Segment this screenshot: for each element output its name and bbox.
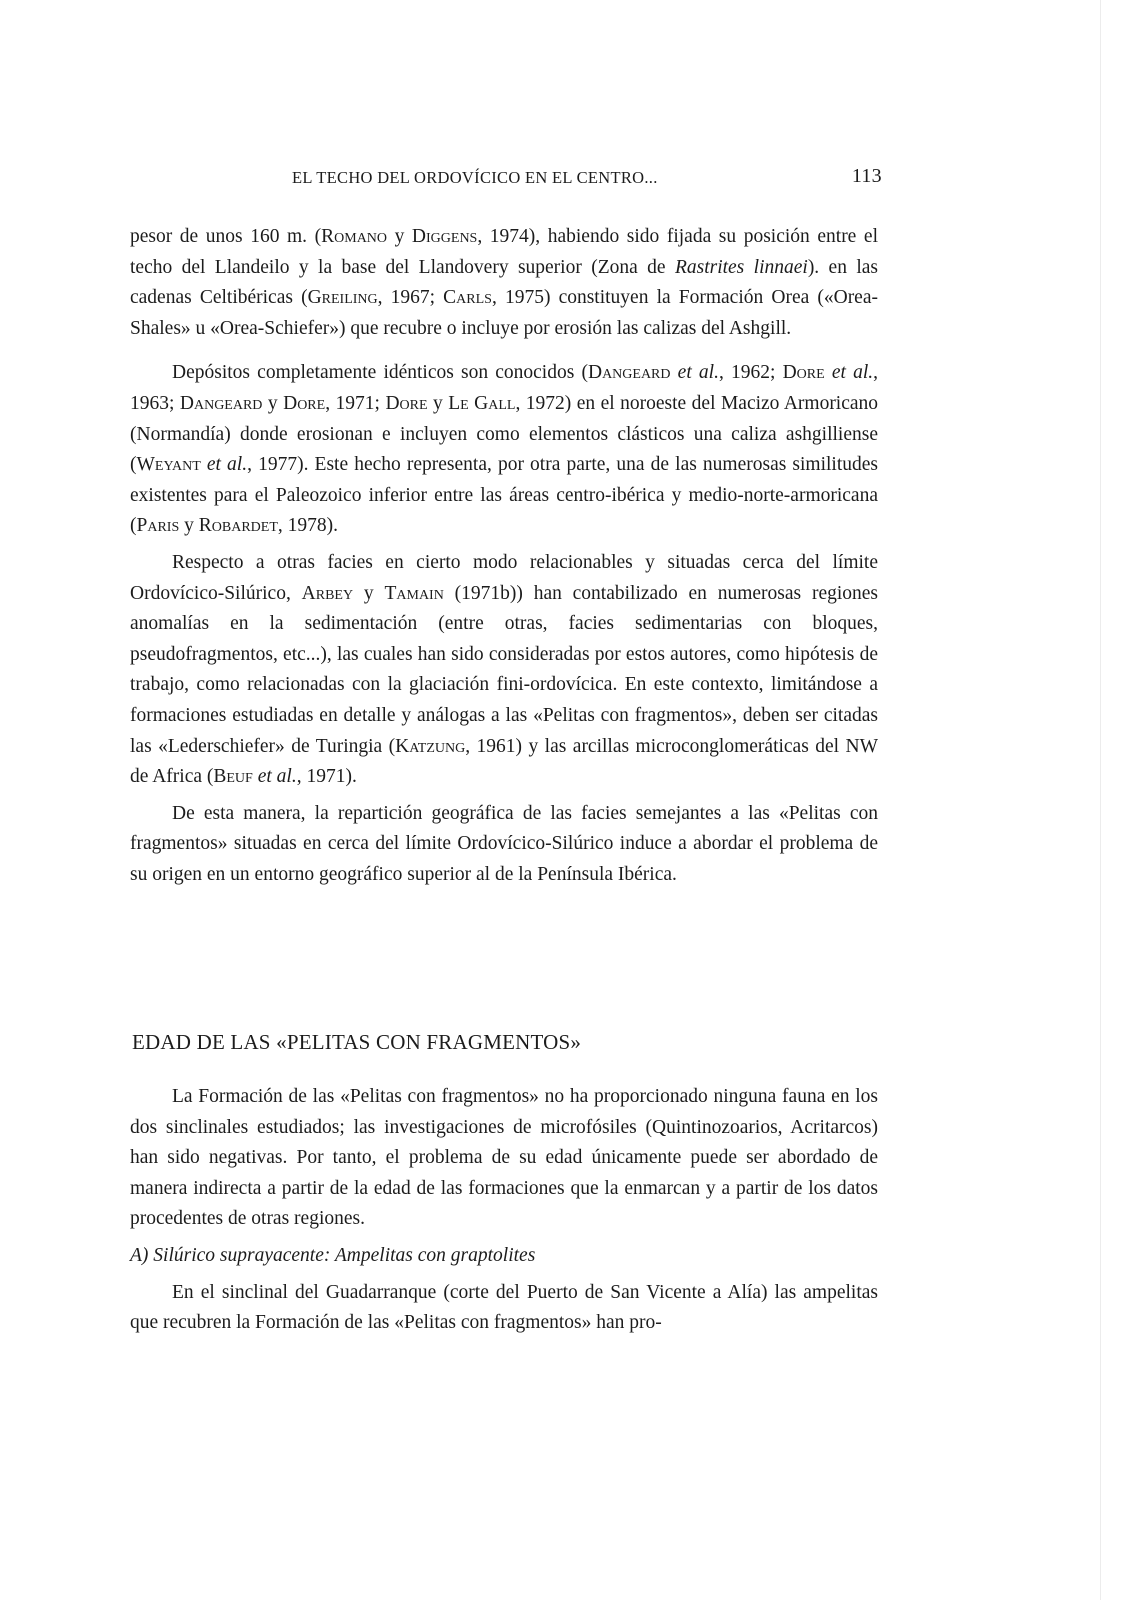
text: , 1971; — [325, 392, 386, 414]
text: y — [387, 226, 412, 247]
body-text-top — [130, 222, 878, 896]
text: , 1974), habiendo sido fijada su posición entre el techo del Llandeilo y la base del Llandovery superior (Zona de — [130, 226, 878, 278]
author-name: Katzung — [395, 735, 466, 757]
species-name: Rastrites linnaei — [674, 256, 808, 278]
author-name: Romano — [321, 226, 388, 247]
text: y — [427, 392, 449, 414]
author-name: Dangeard — [587, 362, 671, 384]
paragraph-4: De esta manera, la repartición geográfica de las facies semejantes a las «Pelitas con fragmentos» situadas en cerca del límite Ordovícico-Silúrico induce a abordar el problema de su origen en un entorno geográfico superior al de la Península Ibérica. — [130, 802, 878, 885]
author-name: Tamain — [384, 582, 444, 604]
paragraph-5: La Formación de las «Pelitas con fragmentos» no ha proporcionado ninguna fauna en los dos sinclinales estudiados; las investigaciones de microfósiles (Quintinozoarios, Acritarcos) han sido negativas. Por tanto, el problema de su edad únicamente puede ser abordado de manera indirecta a partir de la edad de las formaciones que la enmarcan y a partir de los datos procedentes de otras regiones. — [130, 1086, 878, 1230]
text: Respecto a otras facies en cierto modo relacionables y situadas cerca del límite Ordovícico-Silúrico, — [130, 551, 878, 604]
author-name: Greiling — [307, 287, 378, 309]
text: y — [262, 392, 284, 414]
body-text-bottom — [130, 1082, 878, 1345]
author-name: Beuf — [213, 766, 253, 788]
text: , 1967; — [377, 287, 444, 309]
scan-edge — [1100, 0, 1101, 1600]
author-name: Dore — [782, 362, 825, 384]
author-name: Dore — [283, 392, 326, 414]
text: Depósitos completamente idénticos son conocidos ( — [172, 362, 588, 384]
text: , 1972) en el noroeste del Macizo Armoricano (Normandía) donde erosionan e incluyen como elementos clásticos una caliza ashgilliense ( — [130, 392, 879, 476]
text: y — [179, 515, 199, 537]
paragraph-2 — [130, 358, 878, 542]
paragraph-1 — [130, 222, 878, 344]
text: , 1962; — [718, 362, 783, 384]
text: pesor de unos 160 m. ( — [130, 226, 322, 247]
author-name: Dangeard — [179, 392, 263, 414]
et-al: et al. — [824, 362, 874, 384]
text: , 1978). — [277, 515, 338, 537]
author-name: Diggens — [411, 226, 478, 247]
author-name: Le Gall — [448, 392, 516, 414]
text: , 1961) y las arcillas microconglomeráticas del NW de Africa ( — [130, 735, 879, 788]
running-title: EL TECHO DEL ORDOVÍCICO EN EL CENTRO... — [292, 168, 658, 187]
text: , 1963; — [130, 362, 879, 414]
text: , 1971). — [296, 766, 357, 788]
text: (1971b)) han contabilizado en numerosas regiones anomalías en la sedimentación (entre otras, facies sedimentarias con bloques, pseudofragmentos, etc...), las cuales han sido consideradas por estos autores, como hipótesis de trabajo, como relacionadas con la glaciación fini-ordovícica. En este contexto, limitándose a formaciones estudiadas en detalle y análogas a las «Pelitas con fragmentos», deben ser citadas las «Lederschiefer» de Turingia ( — [130, 582, 879, 757]
paragraph-6: En el sinclinal del Guadarranque (corte del Puerto de San Vicente a Alía) las ampelitas que recubren la Formación de las «Pelitas con fragmentos» han pro- — [130, 1281, 878, 1334]
et-al: et al. — [200, 454, 248, 476]
author-name: Dore — [385, 392, 428, 414]
et-al: et al. — [670, 362, 719, 384]
author-name: Weyant — [136, 454, 201, 476]
page-number: 113 — [851, 165, 882, 187]
author-name: Carls — [443, 287, 492, 309]
text: , 1977). Este hecho representa, por otra parte, una de las numerosas similitudes existentes para el Paleozoico inferior entre las áreas centro-ibérica y medio-norte-armoricana ( — [130, 454, 878, 537]
author-name: Paris — [136, 515, 180, 537]
et-al: et al. — [252, 766, 297, 788]
text: y — [353, 582, 385, 604]
text: ). en las cadenas Celtibéricas ( — [130, 256, 878, 309]
paragraph-3 — [130, 548, 878, 793]
section-heading: EDAD DE LAS «PELITAS CON FRAGMENTOS» — [132, 1030, 582, 1054]
author-name: Robardet — [198, 515, 278, 537]
text: , 1975) constituyen la Formación Orea («Orea-Shales» u «Orea-Schiefer») que recubre o incluye por erosión las calizas del Ashgill. — [130, 287, 878, 339]
author-name: Arbey — [301, 582, 354, 604]
subheading: A) Silúrico suprayacente: Ampelitas con graptolites — [130, 1244, 536, 1266]
